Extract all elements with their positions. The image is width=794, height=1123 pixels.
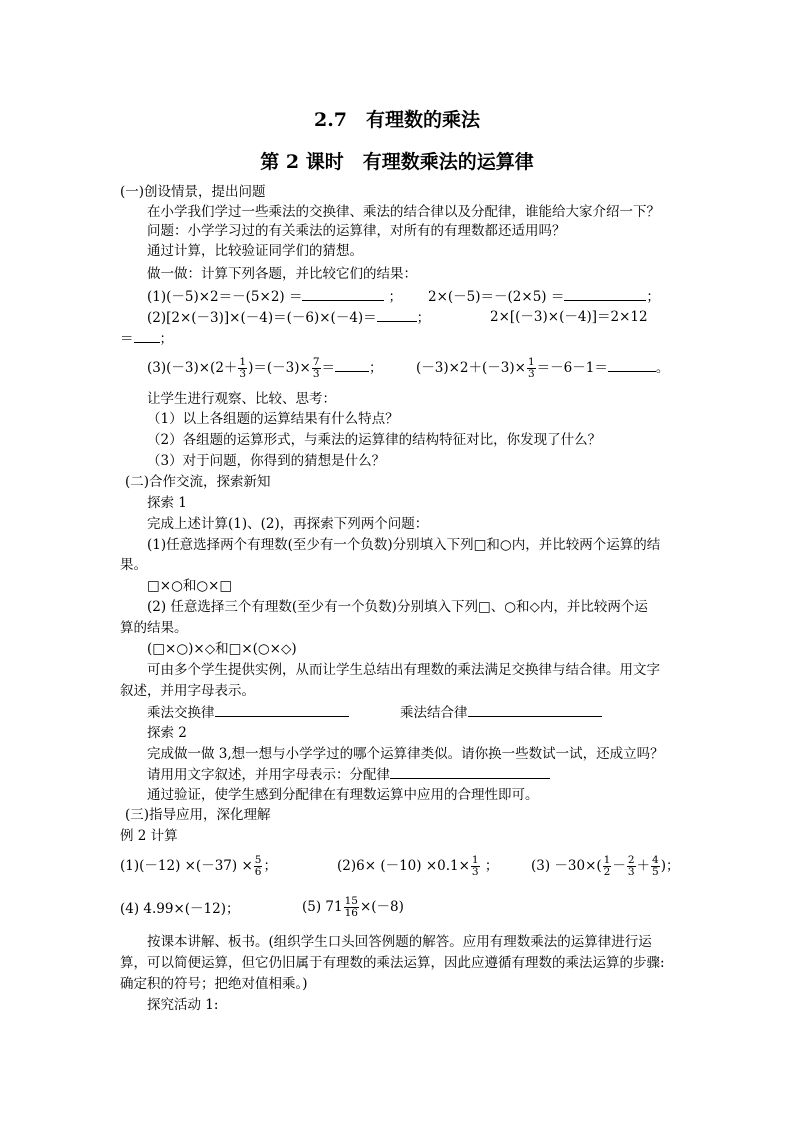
- expr: (－3)×2＋(－3)×: [416, 360, 526, 376]
- fraction-denominator: 3: [312, 368, 320, 380]
- paragraph: 算，可以简便运算，但它仍旧属于有理数的乘法运算，因此应遵循有理数的乘法运算的步骤:: [120, 955, 665, 971]
- sep: ；: [369, 360, 383, 376]
- law-label: 乘法交换律: [147, 705, 215, 721]
- exercise-line-1b: [428, 287, 660, 306]
- fraction: [651, 855, 660, 878]
- paragraph: 问题：小学学习过的有关乘法的运算律，对所有的有理数都还适用吗？: [147, 223, 566, 239]
- sep: )；: [660, 858, 680, 874]
- section-heading-3: (三)指导应用，深化理解: [125, 807, 271, 823]
- question: （1）以上各组题的运算结果有什么特点？: [147, 411, 399, 427]
- expr: )＝(－3)×: [248, 360, 311, 376]
- calc-5: [302, 890, 404, 924]
- paragraph: 在小学我们学过一些乘法的交换律、乘法的结合律以及分配律，谁能给大家介绍一下？: [147, 204, 660, 220]
- calc-4: (4) 4.99×(－12)；: [120, 901, 240, 917]
- expr: ＝－6－1＝: [536, 360, 608, 376]
- answer-blank: [564, 287, 646, 301]
- paragraph: 算的结果。: [120, 620, 188, 636]
- calc-2: [337, 852, 498, 880]
- paragraph-text: 请用用文字叙述，并用字母表示：分配律: [147, 767, 390, 783]
- fraction: [238, 357, 247, 380]
- example-label: 例 2 计算: [120, 828, 178, 844]
- fraction-numerator: 5: [254, 854, 262, 866]
- fraction: [603, 855, 612, 878]
- paragraph-distributive: [147, 765, 550, 784]
- fraction-denominator: 3: [527, 368, 535, 380]
- expr: (1)(－5)×2＝－(5×2) ＝: [147, 289, 303, 305]
- fraction-denominator: 3: [239, 368, 247, 380]
- law-commutative: [147, 703, 349, 722]
- paragraph: (2) 任意选择三个有理数(至少有一个负数)分别填入下列□、○和◇内，并比较两个运: [147, 599, 648, 615]
- page-subtitle: 第 2 课时 有理数乘法的运算律: [260, 151, 534, 173]
- expr: ×(－8): [359, 899, 404, 915]
- paragraph: 按课本讲解、板书。(组织学生口头回答例题的解答。应用有理数乘法的运算律进行运: [147, 934, 652, 950]
- paragraph: 通过计算，比较验证同学们的猜想。: [147, 243, 363, 259]
- expr: (2)[2×(－3)]×(－4)＝(－6)×(－4)＝: [147, 310, 377, 326]
- paragraph: 探究活动 1:: [147, 997, 219, 1013]
- fraction-numerator: 1: [471, 854, 479, 866]
- fraction-denominator: 3: [471, 866, 479, 878]
- page-title: 2.7 有理数的乘法: [313, 109, 481, 131]
- paragraph: 可由多个学生提供实例，从而让学生总结出有理数的乘法满足交换律与结合律。用文字: [147, 662, 660, 678]
- expr: (3)(－3)×(2＋: [147, 360, 238, 376]
- sep: ；: [388, 289, 402, 305]
- exercise-line-2b: [490, 308, 648, 326]
- calc-1: [120, 852, 277, 880]
- fraction-numerator: 1: [527, 356, 535, 368]
- exercise-line-2: [147, 308, 430, 327]
- answer-blank: [390, 765, 550, 779]
- expr: (3) －30×(: [531, 858, 602, 874]
- fraction-denominator: 5: [652, 866, 659, 878]
- fraction: [254, 855, 263, 878]
- fraction-numerator: 1: [239, 356, 247, 368]
- paragraph: 完成做一做 3,想一想与小学学过的哪个运算律类似。请你换一些数试一试，还成立吗？: [147, 746, 664, 762]
- fraction: [627, 855, 636, 878]
- fraction-numerator: 4: [652, 854, 659, 866]
- formula: (□×○)×◇和□×(○×◇): [147, 641, 297, 657]
- fraction: [527, 357, 536, 380]
- fraction-numerator: 1: [603, 854, 611, 866]
- paragraph: 果。: [120, 557, 147, 573]
- sep: ；: [646, 289, 660, 305]
- exercise-line-1: [147, 287, 402, 306]
- formula: □×○和○×□: [147, 578, 233, 594]
- fraction: [471, 855, 480, 878]
- answer-blank: [468, 703, 602, 717]
- law-label: 乘法结合律: [400, 705, 468, 721]
- expr: 2×(－5)＝－(2×5) ＝: [428, 289, 565, 305]
- exercise-line-3: [147, 355, 383, 381]
- sep: ；: [159, 331, 173, 347]
- operator: ＋: [636, 858, 651, 874]
- fraction-numerator: 7: [312, 356, 320, 368]
- sep: ；: [263, 858, 277, 874]
- fraction: [312, 357, 321, 380]
- fraction-numerator: 15: [344, 895, 358, 907]
- answer-blank: [302, 287, 384, 301]
- explore-label: 探索 2: [147, 725, 187, 741]
- expr: (1)(－12) ×(－37) ×: [120, 858, 253, 874]
- question: （2）各组题的运算形式，与乘法的运算律的结构特征对比，你发现了什么？: [147, 432, 602, 448]
- fraction: [344, 896, 359, 919]
- answer-blank: [335, 358, 369, 372]
- exercise-line-2c: [120, 329, 173, 348]
- fraction-denominator: 16: [344, 907, 358, 919]
- sep: ；: [480, 858, 499, 874]
- law-associative: [400, 703, 602, 722]
- paragraph: 做一做：计算下列各题，并比较它们的结果：: [147, 266, 417, 282]
- sep: ；: [416, 310, 431, 326]
- calc-3: [531, 852, 680, 880]
- paragraph: 让学生进行观察、比较、思考：: [147, 391, 336, 407]
- section-heading-2: (二)合作交流，探索新知: [125, 474, 271, 490]
- answer-blank: [608, 358, 656, 372]
- answer-blank: [134, 329, 160, 343]
- answer-blank: [377, 308, 417, 322]
- expr: 2×[(－3)×(－4)]＝2×12: [490, 309, 648, 325]
- fraction-denominator: 6: [254, 866, 262, 878]
- paragraph: 叙述，并用字母表示。: [120, 683, 255, 699]
- fraction-numerator: 2: [627, 854, 635, 866]
- fraction-denominator: 3: [627, 866, 635, 878]
- answer-blank: [215, 703, 349, 717]
- paragraph: (1)任意选择两个有理数(至少有一个负数)分别填入下列□和○内，并比较两个运算的结: [147, 537, 661, 553]
- paragraph: 确定积的符号；把绝对值相乘。): [120, 976, 308, 992]
- explore-label: 探索 1: [147, 495, 187, 511]
- section-heading-1: (一)创设情景，提出问题: [120, 184, 266, 200]
- paragraph: 完成上述计算(1)、(2)，再探索下列两个问题：: [147, 516, 429, 532]
- fraction-denominator: 2: [603, 866, 611, 878]
- expr: (2)6× (－10) ×0.1×: [337, 858, 470, 874]
- expr: (5) 71: [302, 899, 343, 915]
- expr: ＝: [120, 331, 134, 347]
- expr: ＝: [321, 360, 335, 376]
- sep: 。: [655, 360, 670, 376]
- exercise-line-3b: [416, 355, 669, 381]
- question: （3）对于问题，你得到的猜想是什么？: [147, 453, 386, 469]
- operator: －: [612, 858, 626, 874]
- paragraph: 通过验证，使学生感到分配律在有理数运算中应用的合理性即可。: [147, 787, 539, 803]
